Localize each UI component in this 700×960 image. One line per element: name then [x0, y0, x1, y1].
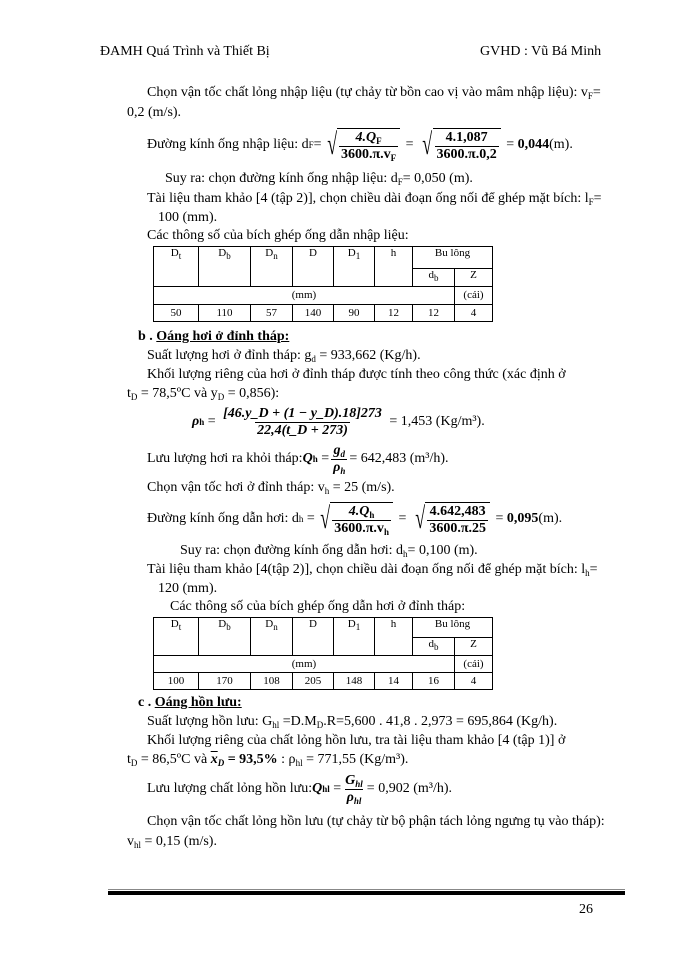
formula-dF: Đường kính ống nhập liệu: d F = √ $\frac{4.Q_F}{3600.\pi.v_F}$ = √ $\frac{4.1,087}{3600.\pi.0,2}$ = 0,044 (m). — [147, 127, 573, 163]
text: Đường kính ống nhập liệu: d — [147, 137, 309, 152]
text: Suy ra: chọn đường kính ống nhập liệu: d — [165, 171, 398, 186]
header-cell: D — [293, 618, 334, 656]
header-cell: $D_1$ — [334, 247, 375, 287]
value-cell: 205 — [293, 673, 334, 690]
text: Khối lượng riêng của chất lỏng hồn lưu, tra tài liệu tham khảo [4 (tập 1)] ở — [147, 733, 566, 748]
text: $t_D$ = 78,5ºC và $y_D = 0,856$): — [127, 386, 280, 402]
header-cell: $D_t$ — [154, 247, 199, 287]
footer-rule — [108, 891, 625, 895]
unit-cell: (mm) — [154, 656, 455, 673]
flange-table-vapor — [153, 617, 493, 690]
text: = — [313, 137, 322, 152]
text: Chọn vận tốc hơi ở đỉnh tháp: $v_h = 25$ (m/s). — [147, 480, 395, 496]
value-cell: 4 — [455, 305, 493, 322]
value-cell: 108 — [251, 673, 293, 690]
text: Chọn vận tốc chất lỏng nhập liệu (tự chảy từ bồn cao vị vào mâm nhập liệu): v — [147, 85, 588, 100]
header-cell: Bu lông — [413, 618, 493, 638]
text — [147, 190, 602, 208]
value-cell: 110 — [199, 305, 251, 322]
value-cell: 148 — [334, 673, 375, 690]
value-cell: 16 — [413, 673, 455, 690]
text: Suy ra: chọn đường kính ống dẫn hơi: $d_h= 0,100$ (m). — [180, 543, 478, 559]
value-cell: 140 — [293, 305, 334, 322]
header-left: ĐAMH Quá Trình và Thiết Bị — [100, 44, 270, 59]
text: Suất lượng hơi ở đỉnh tháp: $g_d = 933,662$ (Kg/h). — [147, 348, 421, 364]
text: 0,2 (m/s). — [127, 105, 182, 120]
text: 100 (mm). — [158, 210, 218, 225]
header-cell: h — [375, 247, 413, 287]
text: Tài liệu tham khảo [4(tập 2)], chọn chiều dài đoạn ống nối để ghép mặt bích: $l_h=$ — [147, 562, 598, 578]
formula-dh: Đường kính ống dẫn hơi: d h = √ $\frac{4.Q_h}{3600.\pi.v_h}$ = √ $\frac{4.642,483}{3600.\pi.25}$ = 0,095 (m). — [147, 501, 563, 537]
text: Suất lượng hồn lưu: $G_{hl} =D.M_D.R=5,600$ . 41,8 . 2,973 = 695,864 (Kg/h). — [147, 714, 558, 730]
header-cell: $d_b$ — [413, 269, 455, 287]
header-cell: Z — [455, 269, 493, 287]
sqrt-expression: √ $\frac{4.Q_F}{3600.\pi.v_F}$ — [324, 128, 401, 163]
text: F — [588, 197, 594, 207]
header-cell: $d_b$ — [413, 638, 455, 656]
unit-cell: (cái) — [455, 656, 493, 673]
sqrt-expression: √ $\frac{4.1,087}{3600.\pi.0,2}$ — [419, 128, 501, 163]
footer-rule — [108, 889, 625, 890]
text: F — [376, 135, 382, 146]
text: Chọn vận tốc chất lỏng hồn lưu (tự chảy từ bộ phận tách lỏng ngưng tụ vào tháp): — [147, 814, 605, 829]
value-cell: 50 — [154, 305, 199, 322]
value-cell: 90 — [334, 305, 375, 322]
table-caption: Các thông số của bích ghép ống dẫn hơi ở đỉnh tháp: — [170, 599, 466, 614]
text: $v_{hl} = 0,15$ (m/s). — [127, 834, 217, 850]
text: Khối lượng riêng của hơi ở đỉnh tháp được tính theo công thức (xác định ở — [147, 367, 566, 382]
value-cell: 14 — [375, 673, 413, 690]
header-cell: $D_b$ — [199, 247, 251, 287]
text: $t_D$ = 86,5ºC và $\overline{x}_D = 93,5\%$ : $\rho_{hl} = 771,55$ (Kg/m³). — [127, 752, 409, 768]
value-cell: 57 — [251, 305, 293, 322]
section-heading-c: c . Oáng hồn lưu: — [138, 695, 242, 710]
result: 0,044 — [517, 137, 550, 152]
text: = — [592, 85, 601, 100]
value-cell: 170 — [199, 673, 251, 690]
text: = — [593, 191, 602, 206]
text: 120 (mm). — [158, 581, 218, 596]
unit-cell: (cái) — [455, 287, 493, 305]
header-cell: D — [293, 247, 334, 287]
header-cell: $D_n$ — [251, 618, 293, 656]
formula-vapor-flow: Lưu lượng hơi ra khỏi tháp: Q h = $\frac{g_d}{\rho_h}$ = 642,483 (m³/h). — [147, 442, 449, 476]
formula-density: ρ h = $\frac{[46.y\_D + (1 - y\_D).18]273}{22,4(t\_D + 273)}$ = 1,453 (Kg/m³). — [192, 405, 485, 438]
header-cell: Bu lông — [413, 247, 493, 269]
header-cell: $D_n$ — [251, 247, 293, 287]
value-cell: 4 — [455, 673, 493, 690]
value-cell: 12 — [375, 305, 413, 322]
text: Tài liệu tham khảo [4 (tập 2)], chọn chiều dài đoạn ống nối để ghép mặt bích: l — [147, 191, 589, 206]
header-cell: $D_b$ — [199, 618, 251, 656]
text: = 0,050 (m). — [402, 171, 473, 186]
value-cell: 100 — [154, 673, 199, 690]
text: 4.Q — [355, 129, 377, 145]
value-cell: 12 — [413, 305, 455, 322]
section-heading-b: b . Oáng hơi ở đỉnh tháp: — [138, 329, 290, 344]
formula-reflux-flow: Lưu lượng chất lỏng hồn lưu: Q hl = $\frac{G_{hl}}{\rho_{hl}}$ = 0,902 (m³/h). — [147, 772, 452, 806]
page-number: 26 — [579, 902, 593, 917]
header-cell: $D_1$ — [334, 618, 375, 656]
header-cell: $D_t$ — [154, 618, 199, 656]
text: F — [390, 152, 397, 163]
header-cell: Z — [455, 638, 493, 656]
text — [165, 170, 473, 188]
flange-table-feed — [153, 246, 493, 322]
text: 3600.π.0,2 — [436, 146, 497, 162]
para-feed-velocity — [147, 84, 601, 102]
text: F — [397, 177, 403, 187]
text: 3600.π.v — [340, 146, 391, 162]
unit-cell: (mm) — [154, 287, 455, 305]
text: 4.1,087 — [445, 129, 488, 145]
text: F — [587, 91, 593, 101]
text: (m). — [549, 137, 573, 152]
table-caption: Các thông số của bích ghép ống dẫn nhập liệu: — [147, 228, 409, 243]
header-cell: h — [375, 618, 413, 656]
header-right: GVHD : Vũ Bá Minh — [480, 44, 602, 59]
